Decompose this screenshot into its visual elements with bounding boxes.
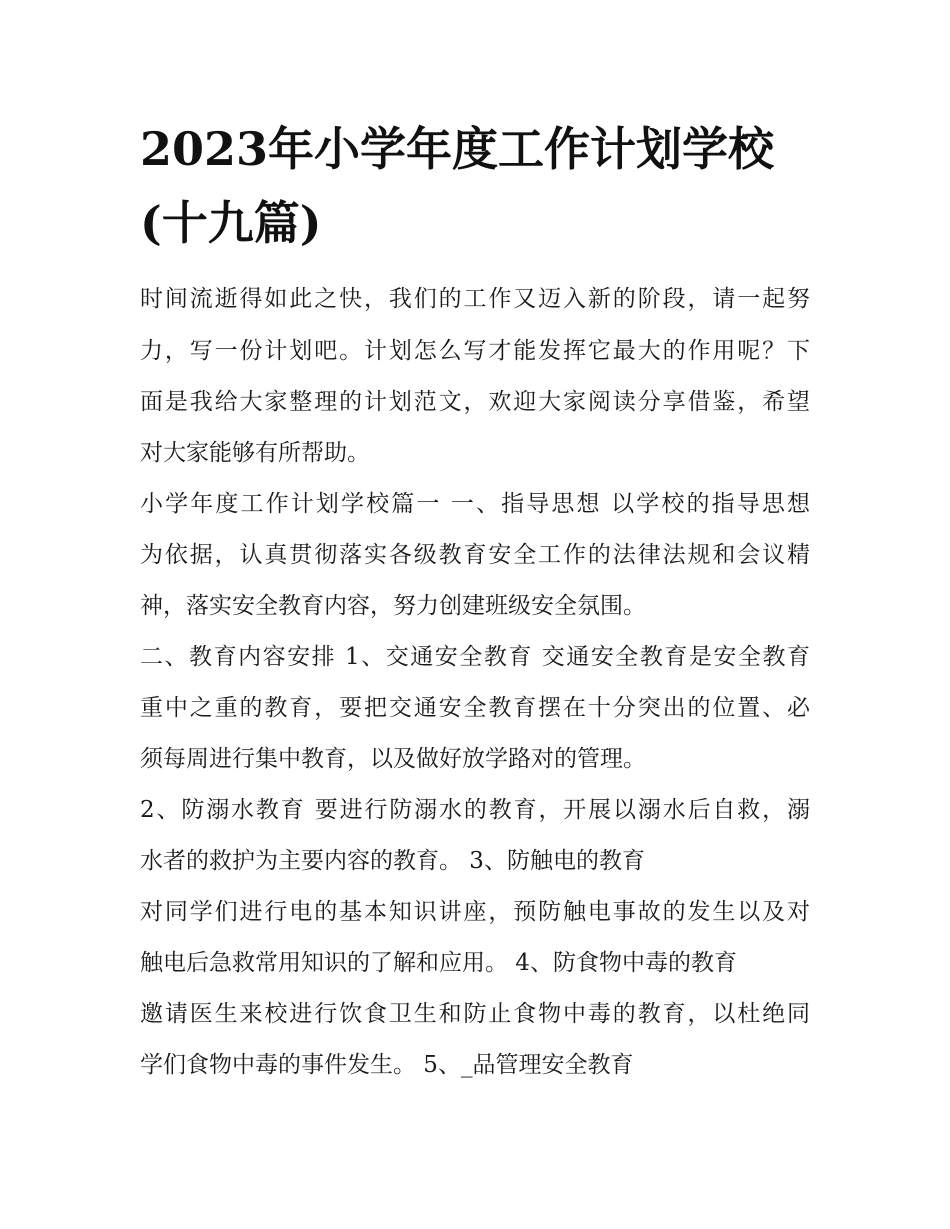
document-title xyxy=(140,112,830,260)
body-line: 触电后急救常用知识的了解和应用。 4、防食物中毒的教育 xyxy=(140,950,737,976)
body-line: 水者的救护为主要内容的教育。 3、防触电的教育 xyxy=(140,848,645,874)
body-line: 力，写一份计划吧。计划怎么写才能发挥它最大的作用呢？下 xyxy=(140,338,810,364)
body-line: 时间流逝得如此之快，我们的工作又迈入新的阶段，请一起努 xyxy=(140,286,810,312)
body-line: 学们食物中毒的事件发生。 5、_品管理安全教育 xyxy=(140,1052,634,1078)
body-line: 对同学们进行电的基本知识讲座，预防触电事故的发生以及对 xyxy=(140,899,810,925)
body-line: 重中之重的教育，要把交通安全教育摆在十分突出的位置、必 xyxy=(140,695,810,721)
body-line: 2、防溺水教育 要进行防溺水的教育，开展以溺水后自救，溺 xyxy=(140,797,810,823)
body-line: 神，落实安全教育内容，努力创建班级安全氛围。 xyxy=(140,593,646,619)
body-line: 面是我给大家整理的计划范文，欢迎大家阅读分享借鉴，希望 xyxy=(140,389,810,415)
body-line: 小学年度工作计划学校篇一 一、指导思想 以学校的指导思想 xyxy=(140,491,810,517)
body-line: 为依据，认真贯彻落实各级教育安全工作的法律法规和会议精 xyxy=(140,542,810,568)
body-line: 邀请医生来校进行饮食卫生和防止食物中毒的教育，以杜绝同 xyxy=(140,1001,810,1027)
body-line: 对大家能够有所帮助。 xyxy=(140,440,370,466)
body-line: 二、教育内容安排 1、交通安全教育 交通安全教育是安全教育 xyxy=(140,644,810,670)
title-line-1: 2023年小学年度工作计划学校 xyxy=(140,122,775,176)
body-line: 须每周进行集中教育，以及做好放学路对的管理。 xyxy=(140,746,646,772)
title-line-2: (十九篇) xyxy=(140,196,322,250)
